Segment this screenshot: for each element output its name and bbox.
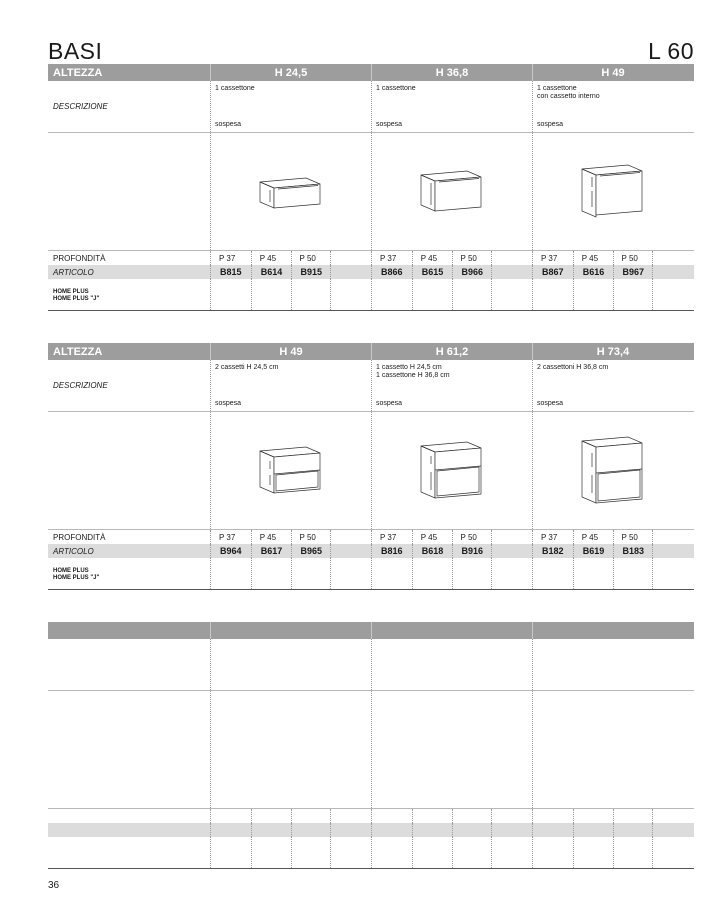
home-plus-row [48, 279, 694, 311]
cabinet-1-drawer-icon [371, 133, 532, 250]
article-code: B965 [291, 544, 331, 558]
description-text: 1 cassettone [376, 85, 416, 92]
article-code: B967 [613, 265, 653, 279]
article-code: B619 [573, 544, 613, 558]
description-text: 1 cassettone con cassetto interno [537, 85, 600, 100]
cabinet-2-drawers-icon [210, 412, 371, 529]
height-header-row [48, 343, 694, 360]
height-value: H 24,5 [210, 64, 371, 81]
mount-type: sospesa [376, 400, 403, 407]
description-row [48, 81, 694, 133]
article-row [48, 544, 694, 558]
home-plus-label: HOME PLUS HOME PLUS "J" [53, 289, 100, 302]
article-code: B618 [412, 544, 452, 558]
empty-home-plus-row [48, 837, 694, 869]
product-table-2 [48, 343, 694, 590]
height-value: H 49 [210, 343, 371, 360]
illustration-row [48, 412, 694, 530]
empty-illustration-row [48, 691, 694, 809]
empty-article-row [48, 823, 694, 837]
depth-option: P 45 [412, 251, 452, 265]
empty-depth-row [48, 809, 694, 823]
height-value: H 49 [532, 64, 693, 81]
page-title: BASI [48, 38, 103, 64]
article-code: B615 [412, 265, 452, 279]
depth-option: P 37 [219, 253, 236, 263]
empty-header-row [48, 622, 694, 639]
article-code: B815 [220, 267, 242, 277]
article-code: B816 [381, 546, 403, 556]
profondita-label: PROFONDITÀ [53, 253, 106, 263]
articolo-label: ARTICOLO [53, 546, 94, 556]
cabinet-2-drawers-icon [532, 412, 693, 529]
depth-option: P 50 [291, 251, 331, 265]
article-code: B867 [542, 267, 564, 277]
article-code: B617 [251, 544, 291, 558]
article-code: B183 [613, 544, 653, 558]
depth-option: P 50 [613, 251, 653, 265]
article-code: B964 [220, 546, 242, 556]
depth-option: P 50 [291, 530, 331, 544]
depth-option: P 45 [251, 251, 291, 265]
article-code: B916 [452, 544, 492, 558]
empty-product-table [48, 622, 694, 869]
depth-option: P 50 [452, 251, 492, 265]
depth-option: P 37 [380, 532, 397, 542]
home-plus-label: HOME PLUS HOME PLUS "J" [53, 568, 100, 581]
description-text: 1 cassetto H 24,5 cm 1 cassettone H 36,8 cm [376, 364, 450, 379]
depth-option: P 45 [251, 530, 291, 544]
mount-type: sospesa [376, 121, 403, 128]
description-text: 2 cassettoni H 36,8 cm [537, 364, 609, 371]
page-number: 36 [48, 880, 60, 891]
profondita-label: PROFONDITÀ [53, 532, 106, 542]
product-table-1 [48, 64, 694, 311]
page-width-code: L 60 [648, 38, 694, 64]
height-value: H 36,8 [371, 64, 532, 81]
description-text: 2 cassetti H 24,5 cm [215, 364, 279, 371]
altezza-label: ALTEZZA [53, 345, 103, 358]
illustration-row [48, 133, 694, 251]
article-code: B182 [542, 546, 564, 556]
descrizione-label: DESCRIZIONE [53, 381, 108, 390]
depth-option: P 37 [541, 253, 558, 263]
mount-type: sospesa [215, 400, 242, 407]
depth-row [48, 530, 694, 544]
article-code: B866 [381, 267, 403, 277]
altezza-label: ALTEZZA [53, 66, 103, 79]
height-header-row [48, 64, 694, 81]
description-row [48, 360, 694, 412]
depth-option: P 37 [541, 532, 558, 542]
mount-type: sospesa [537, 121, 564, 128]
home-plus-row [48, 558, 694, 590]
descrizione-label: DESCRIZIONE [53, 102, 108, 111]
description-text: 1 cassettone [215, 85, 255, 92]
height-value: H 61,2 [371, 343, 532, 360]
article-code: B915 [291, 265, 331, 279]
articolo-label: ARTICOLO [53, 267, 94, 277]
depth-option: P 37 [219, 532, 236, 542]
depth-option: P 50 [452, 530, 492, 544]
cabinet-inner-drawer-icon [532, 133, 693, 250]
depth-option: P 50 [613, 530, 653, 544]
depth-option: P 37 [380, 253, 397, 263]
cabinet-2-drawers-icon [371, 412, 532, 529]
article-row [48, 265, 694, 279]
article-code: B614 [251, 265, 291, 279]
article-code: B616 [573, 265, 613, 279]
empty-description-row [48, 639, 694, 691]
mount-type: sospesa [215, 121, 242, 128]
depth-option: P 45 [573, 251, 613, 265]
depth-row [48, 251, 694, 265]
mount-type: sospesa [537, 400, 564, 407]
depth-option: P 45 [412, 530, 452, 544]
depth-option: P 45 [573, 530, 613, 544]
article-code: B966 [452, 265, 492, 279]
cabinet-1-drawer-icon [210, 133, 371, 250]
height-value: H 73,4 [532, 343, 693, 360]
